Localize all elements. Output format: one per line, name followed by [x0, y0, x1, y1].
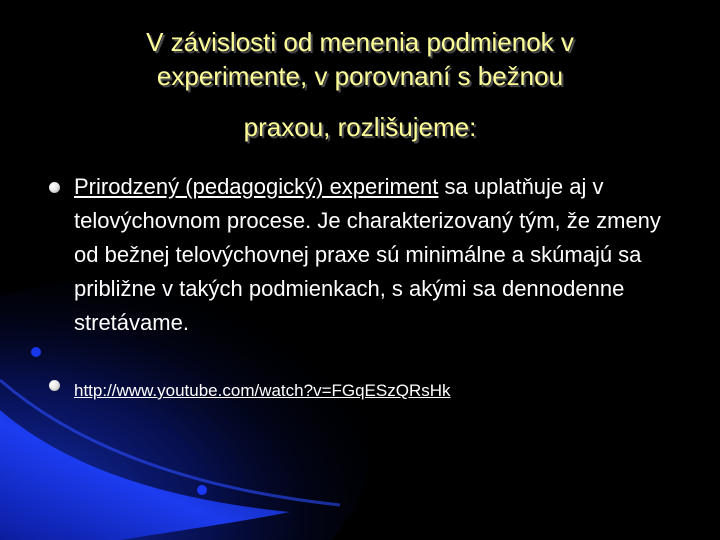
bullet-dot-icon	[49, 182, 60, 193]
slide-title	[40, 25, 680, 144]
title-line-2: experimente, v porovnaní s bežnou	[156, 61, 564, 91]
bullet-dot-icon	[49, 380, 60, 391]
bullet-body-text: sa uplatňuje aj v telovýchovnom procese. Je charakterizovaný tým, že zmeny od bežnej telovýchovnej praxe sú minimálne a skúmajú sa približne v takých podmienkach, s akými sa dennodenne stretávame.	[74, 174, 661, 335]
title-line-3: praxou, rozlišujeme:	[243, 112, 477, 142]
youtube-link[interactable]: http://www.youtube.com/watch?v=FGqESzQRsHk	[74, 381, 451, 400]
blue-dot-bottom	[197, 485, 207, 495]
bullet-text	[74, 170, 684, 340]
blue-dot-left	[31, 347, 41, 357]
bullet-text	[74, 372, 684, 406]
title-line-1: V závislosti od menenia podmienok v	[146, 27, 574, 57]
natural-experiment-link[interactable]: Prirodzený (pedagogický) experiment	[74, 174, 439, 199]
